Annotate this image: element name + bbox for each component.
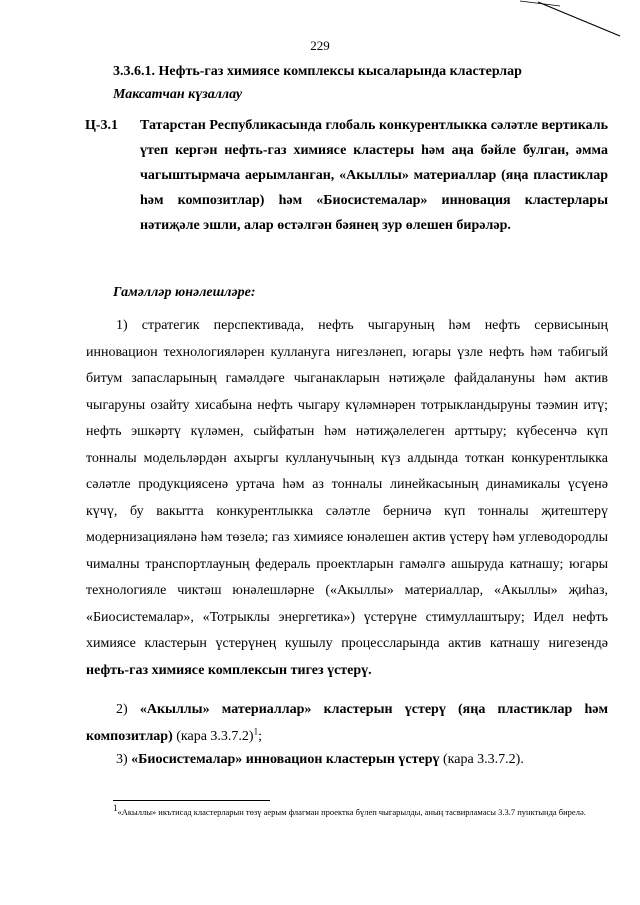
- page-number: 229: [310, 38, 330, 53]
- section-heading: 3.3.6.1. Нефть-газ химиясе комплексы кысаларында кластерлар: [113, 64, 522, 79]
- list-item-3: [86, 747, 608, 774]
- directions-label: Гамәлләр юнәлешләре:: [113, 285, 256, 300]
- list-item-2-number: 2): [116, 702, 128, 717]
- list-item-3-bold: «Биосистемалар» инновацион кластерын үстерү: [131, 752, 440, 767]
- list-item-2-reference: (кара 3.3.7.2): [172, 728, 254, 744]
- footnote-mark: 1: [113, 803, 118, 814]
- list-item-1-bold-tail: нефть-газ химиясе комплексын тигез үстерү.: [86, 662, 372, 678]
- list-item-1-text: 1) стратегик перспективада, нефть чыгаруның һәм нефть сервисының инновацион технологияләрен куллануга нигезләнеп, югары үзле нефть һәм табигый битум запасларының гамәлдәге чыганакларын нәтиҗәле файдалануны һәм актив чыгаруны озайту хисабына нефть чыгару күләмнәрен тотрыкландыруны тәэмин итү; нефть эшкәртү күләмен, сыйфатын һәм нәтиҗәлелеген арттыру; күбесенчә күп тонналы модельләрдән ахыргы кулланучының күз алдында тоткан конкурентлыкка сәләтле продукциясенә уртача һәм аз тонналы линейкасының динамикалы үсүенә күчү, бу вакытта конкурентлыкка сәләтле берничә күп тонналы җитештерү модернизацияләнә һәм төзелә; газ химиясе юнәлешен актив үстерү һәм углеводородлы чималны транспортлауның федераль проектларын гамәлгә ашыруда катнашу; югары технологияле чиктәш юнәлешләрне («Акыллы» материаллар, «Акыллы» җиһаз, «Биосистемалар», «Тотрыклы энергетика») үстерүне стимуллаштыру; Идел нефть химиясе кластерын үстерүнең кушылу процессларында актив катнашу нигезендә: [86, 318, 608, 651]
- target-label: Максатчан күзаллау: [113, 87, 243, 102]
- goal-code: Ц-3.1: [85, 118, 119, 133]
- list-item-3-reference: (кара 3.3.7.2).: [439, 752, 524, 767]
- list-item-3-number: 3): [116, 752, 128, 767]
- list-item-2-end: ;: [258, 728, 262, 744]
- footnote-ref-1: 1: [253, 725, 259, 736]
- list-item-2-bold: «Акыллы» материаллар» кластерын үстерү (яңа пластиклар һәм композитлар): [86, 702, 608, 744]
- footnote: [113, 803, 608, 819]
- footnote-divider: [113, 800, 270, 801]
- list-item-1: [86, 313, 608, 684]
- list-item-2: [86, 697, 608, 750]
- footnote-text: «Акыллы» икътисад кластерларын төзү аерым флагман проектка бүлеп чыгарылды, аның тасвирламасы 3.3.7 пунктында бирелә.: [117, 807, 586, 817]
- goal-text: Татарстан Республикасында глобаль конкурентлыкка сәләтле вертикаль үтеп кергән нефть-газ химиясе кластеры һәм аңа бәйле булган, әмма чагыштырмача аерымланган, «Акыллы» материаллар (яңа пластиклар һәм композитлар) һәм «Биосистемалар» инновация кластерлары нәтиҗәле эшли, алар өстәлгән бәянең зур өлешен бирәләр.: [140, 118, 608, 233]
